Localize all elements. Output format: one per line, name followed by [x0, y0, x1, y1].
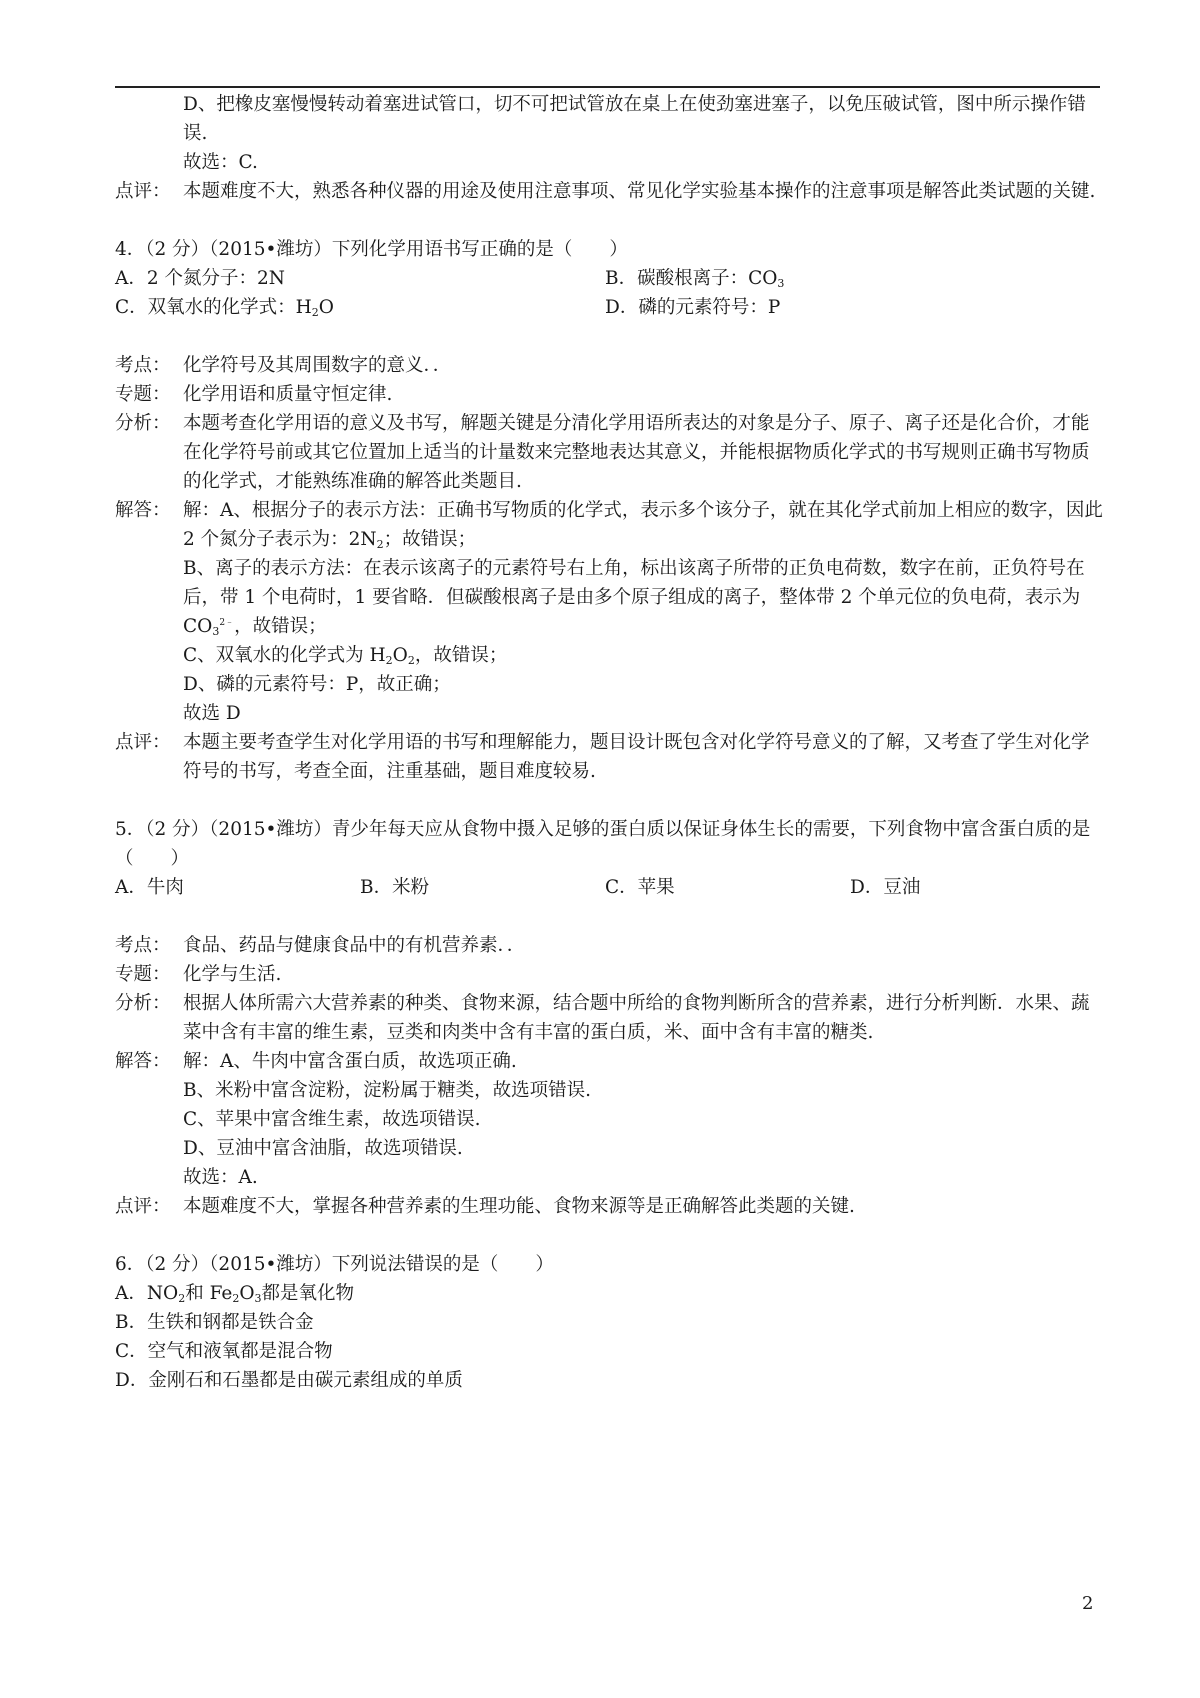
kaodian-label: 考点：	[115, 935, 171, 956]
q4-fenxi	[115, 409, 1105, 496]
q6-option-d: D．金刚石和石墨都是由碳元素组成的单质	[115, 1370, 463, 1391]
q5-option-c: C．苹果	[605, 877, 675, 898]
q4-option-d: D．磷的元素符号：P	[605, 297, 781, 318]
q4-dianping	[115, 728, 1105, 786]
fenxi-text: 根据人体所需六大营养素的种类、食物来源，结合题中所给的食物判断所含的营养素，进行分析判断．水果、蔬菜中含有丰富的维生素，豆类和肉类中含有丰富的蛋白质，米、面中含有丰富的糖类.	[183, 993, 1090, 1043]
dianping-label: 点评：	[115, 1196, 171, 1217]
q5-stem: 5．（2 分）（2015•潍坊）青少年每天应从食物中摄入足够的蛋白质以保证身体生长的需要，下列食物中富含蛋白质的是（ ）	[115, 819, 1091, 869]
kaodian-text: 食品、药品与健康食品中的有机营养素．．	[183, 935, 526, 956]
comment-text: 本题难度不大，熟悉各种仪器的用途及使用注意事项、常见化学实验基本操作的注意事项是解答此类试题的关键.	[183, 181, 1096, 202]
page-content	[115, 90, 1105, 1395]
q5-kaodian	[115, 931, 1105, 960]
q4-option-c: C．双氧水的化学式：$H_2O$	[115, 297, 334, 319]
q4-options-row-1	[115, 264, 1105, 293]
q5-jieda	[115, 1047, 1105, 1076]
jieda-label: 解答：	[115, 1051, 171, 1072]
zhuanti-text: 化学与生活.	[183, 964, 282, 985]
dianping-label: 点评：	[115, 732, 171, 753]
q6-stem: 6．（2 分）（2015•潍坊）下列说法错误的是（ ）	[115, 1254, 554, 1275]
fenxi-label: 分析：	[115, 413, 171, 434]
jieda-label: 解答：	[115, 500, 171, 521]
q4-zhuanti	[115, 380, 1105, 409]
q5-option-d: D．豆油	[850, 877, 921, 898]
q3-answer: 故选：C.	[183, 152, 258, 173]
zhuanti-label: 专题：	[115, 964, 171, 985]
q4-stem: 4．（2 分）（2015•潍坊）下列化学用语书写正确的是（ ）	[115, 239, 628, 260]
q6-option-b: B．生铁和钢都是铁合金	[115, 1312, 314, 1333]
kaodian-label: 考点：	[115, 355, 171, 376]
q5-options	[115, 873, 1105, 902]
zhuanti-label: 专题：	[115, 384, 171, 405]
q5-dianping	[115, 1192, 1105, 1221]
q4-kaodian	[115, 351, 1105, 380]
fenxi-text: 本题考查化学用语的意义及书写，解题关键是分清化学用语所表达的对象是分子、原子、离子还是化合价，才能在化学符号前或其它位置加上适当的计量数来完整地表达其意义，并能根据物质化学式的书写规则正确书写物质的化学式，才能熟练准确的解答此类题目.	[183, 413, 1090, 492]
q3-comment	[115, 177, 1105, 206]
q5-answer: 故选：A.	[183, 1167, 258, 1188]
q4-jieda-d: D、磷的元素符号：P，故正确；	[183, 674, 451, 695]
q6-option-c: C．空气和液氧都是混合物	[115, 1341, 333, 1362]
q4-options-row-2	[115, 293, 1105, 322]
dianping-text: 本题难度不大，掌握各种营养素的生理功能、食物来源等是正确解答此类题的关键.	[183, 1196, 855, 1217]
q6-option-a: A．$NO_2$和 $Fe_2O_3$都是氧化物	[115, 1283, 355, 1305]
q5-jieda-b: B、米粉中富含淀粉，淀粉属于糖类，故选项错误.	[183, 1080, 591, 1101]
fenxi-label: 分析：	[115, 993, 171, 1014]
q4-jieda-c: C、双氧水的化学式为 $H_2O_2$，故错误；	[183, 645, 508, 667]
q5-zhuanti	[115, 960, 1105, 989]
q5-option-a: A．牛肉	[115, 877, 184, 898]
jieda-a: 解：A、牛肉中富含蛋白质，故选项正确.	[183, 1051, 517, 1072]
kaodian-text: 化学符号及其周围数字的意义．．	[183, 355, 452, 376]
q5-fenxi	[115, 989, 1105, 1047]
q5-jieda-c: C、苹果中富含维生素，故选项错误.	[183, 1109, 481, 1130]
dianping-text: 本题主要考查学生对化学用语的书写和理解能力，题目设计既包含对化学符号意义的了解，又考查了学生对化学符号的书写，考查全面，注重基础，题目难度较易.	[183, 732, 1090, 782]
header-rule	[115, 86, 1100, 88]
q4-jieda-b: B、离子的表示方法：在表示该离子的元素符号右上角，标出该离子所带的正负电荷数，数字在前，正负符号在后，带 1 个电荷时，1 要省略．但碳酸根离子是由多个原子组成的离子，整体带 2 个单元位的负电荷，表示为 $CO_3^{2﹣}$，故错误；	[183, 558, 1085, 638]
page-number: 2	[1082, 1593, 1094, 1614]
q5-option-b: B．米粉	[360, 877, 430, 898]
q4-answer: 故选 D	[183, 703, 241, 724]
jieda-a: 解：A、根据分子的表示方法：正确书写物质的化学式，表示多个该分子，就在其化学式前加上相应的数字，因此 2 个氮分子表示为：$2N_2$；故错误；	[183, 500, 1103, 551]
comment-label: 点评：	[115, 181, 171, 202]
q4-jieda	[115, 496, 1105, 554]
zhuanti-text: 化学用语和质量守恒定律.	[183, 384, 393, 405]
q4-option-b: B．碳酸根离子：$CO_3$	[605, 268, 785, 290]
q3-option-d-analysis: D、把橡皮塞慢慢转动着塞进试管口，切不可把试管放在桌上在使劲塞进塞子，以免压破试管，图中所示操作错误.	[183, 94, 1086, 144]
q4-option-a: A．2 个氮分子：2N	[115, 268, 285, 289]
q5-jieda-d: D、豆油中富含油脂，故选项错误.	[183, 1138, 463, 1159]
